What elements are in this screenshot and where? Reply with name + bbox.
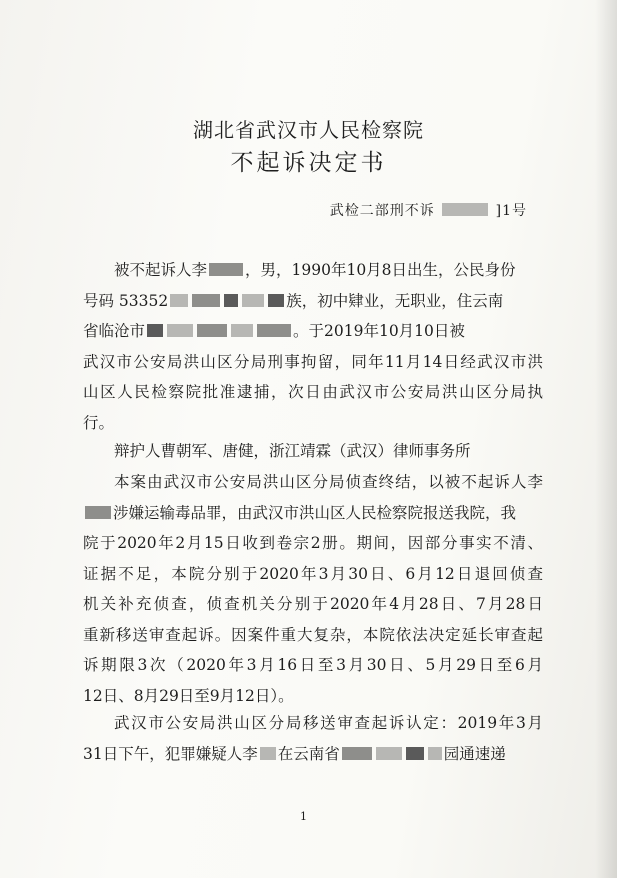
text-line: 辩护人曹朝军、唐健，浙江靖霖（武汉）律师事务所 xyxy=(114,442,471,460)
text-line: 武汉市公安局洪山区分局移送审查起诉认定：2019年3月 xyxy=(114,714,543,732)
redaction-block xyxy=(85,506,111,519)
redaction-block xyxy=(192,294,220,307)
text-line xyxy=(83,498,543,529)
text-segment: 园通速递 xyxy=(443,744,506,763)
text-segment: 涉嫌运输毒品罪，由武汉市洪山区人民检察院报送我院，我 xyxy=(113,503,517,522)
text-line xyxy=(83,286,543,317)
redaction-block xyxy=(147,324,163,337)
redaction-block xyxy=(167,324,193,337)
text-line: 武汉市公安局洪山区分局刑事拘留，同年11月14日经武汉市洪 xyxy=(83,352,543,371)
redaction-block xyxy=(442,203,488,216)
text-line: 证据不足，本院分别于2020年3月30日、6月12日退回侦查 xyxy=(83,564,543,583)
text-segment: 被不起诉人李 xyxy=(114,261,208,279)
text-segment: 族，初中肄业，无职业，住云南 xyxy=(286,291,504,310)
document-number xyxy=(330,200,527,220)
redaction-block xyxy=(342,747,372,760)
redaction-block xyxy=(428,747,442,760)
text-line: 诉期限3次（2020年3月16日至3月30日、5月29日至6月 xyxy=(83,656,543,674)
text-line: 本案由武汉市公安局洪山区分局侦查终结，以被不起诉人李 xyxy=(114,473,543,491)
redaction-block xyxy=(376,747,402,760)
redaction-block xyxy=(209,263,243,276)
document-title: 不起诉决定书 xyxy=(230,150,387,176)
text-segment: 号码 53352 xyxy=(83,291,169,310)
redaction-block xyxy=(268,294,284,307)
text-segment: 省临沧市 xyxy=(83,322,146,340)
text-line: 院于2020年2月15日收到卷宗2册。期间，因部分事实不清、 xyxy=(83,534,543,552)
page-number: 1 xyxy=(300,810,307,823)
text-line: 重新移送审查起诉。因案件重大复杂，本院依法决定延长审查起 xyxy=(83,625,543,644)
redaction-block xyxy=(260,747,276,760)
text-line: 行。 xyxy=(83,413,115,432)
redaction-block xyxy=(224,294,238,307)
text-segment: 31日下午，犯罪嫌疑人李 xyxy=(83,744,258,763)
text-line xyxy=(83,739,543,770)
paragraph-defense-counsel xyxy=(83,436,543,467)
paragraph-defendant xyxy=(83,255,543,438)
text-line: 机关补充侦查，侦查机关分别于2020年4月28日、7月28日 xyxy=(83,595,543,613)
text-line: 12日、8月29日至9月12日）。 xyxy=(83,686,294,705)
redaction-block xyxy=(257,324,291,337)
text-segment: ，男，1990年10月8日出生，公民身份 xyxy=(245,261,516,279)
text-segment: 在云南省 xyxy=(277,744,340,763)
redaction-block xyxy=(197,324,227,337)
text-line xyxy=(83,255,543,286)
document-number-suffix: ]1号 xyxy=(495,203,527,219)
redaction-block xyxy=(231,324,253,337)
issuing-authority: 湖北省武汉市人民检察院 xyxy=(193,118,424,142)
text-segment: 。于2019年10月10日被 xyxy=(293,322,465,340)
redaction-block xyxy=(170,294,188,307)
paragraph-case-procedure xyxy=(83,467,543,711)
redaction-block xyxy=(242,294,264,307)
redaction-block xyxy=(406,747,424,760)
paragraph-findings xyxy=(83,708,543,769)
text-line xyxy=(83,316,543,347)
document-number-prefix: 武检二部刑不诉 xyxy=(329,203,435,219)
text-line: 山区人民检察院批准逮捕，次日由武汉市公安局洪山区分局执 xyxy=(83,383,543,401)
